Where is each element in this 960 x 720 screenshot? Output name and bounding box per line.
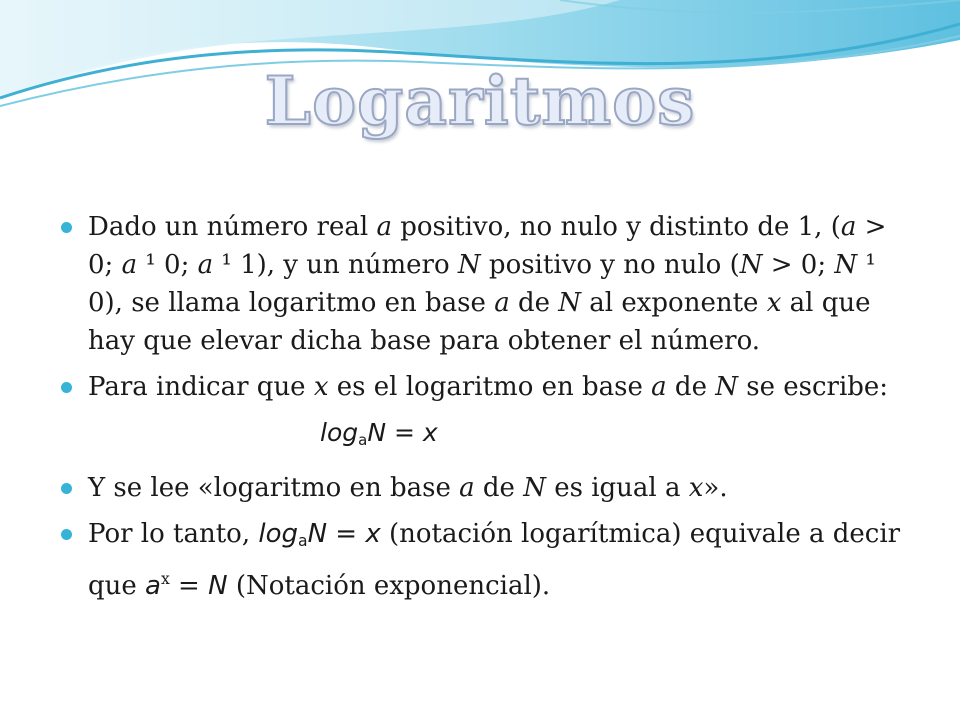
bullet-reading (58, 469, 918, 507)
var-a: a (651, 372, 667, 402)
text: ¹ 0), se llama logaritmo en base (88, 250, 876, 318)
var-x: x (313, 372, 329, 402)
var-n: N (715, 372, 738, 402)
text: ». (703, 473, 728, 503)
bullet-dot-icon (61, 222, 72, 233)
exponent-x: x (160, 570, 170, 588)
text: Por lo tanto, (88, 519, 259, 549)
text: ¹ 1), y un número (213, 250, 458, 280)
var-n: N (457, 250, 481, 280)
text: de (509, 288, 559, 318)
slide-content (58, 208, 918, 613)
var-a: a (376, 212, 392, 242)
text: al exponente (581, 288, 767, 318)
formula-log: log (258, 519, 298, 549)
var-x: x (688, 473, 704, 503)
text: de (666, 372, 716, 402)
text: de (474, 473, 524, 503)
var-n: N (834, 250, 858, 280)
text: > 0; (88, 212, 887, 280)
text: ¹ 0; (137, 250, 198, 280)
text: es el logaritmo en base (328, 372, 652, 402)
bullet-equivalence (58, 515, 918, 605)
text: es igual a (545, 473, 689, 503)
formula-log: log (320, 418, 359, 447)
text: (Notación exponencial). (227, 571, 551, 601)
var-x: x (766, 288, 782, 318)
text: positivo y no nulo ( (480, 250, 740, 280)
slide-title: Logaritmos (264, 62, 696, 140)
formula-base: a (298, 532, 308, 550)
text: = (169, 571, 209, 601)
text: Para indicar que (88, 372, 314, 402)
text: Y se lee «logaritmo en base (88, 473, 460, 503)
formula-rest: N = x (367, 418, 438, 447)
text: (notación logarítmica) equivale a decir que (88, 519, 901, 601)
text: al que hay que elevar dicha base para obtener el número. (88, 288, 871, 356)
log-formula (320, 414, 918, 459)
var-n: N (523, 473, 546, 503)
formula-base: a (358, 431, 368, 449)
bullet-definition (58, 208, 918, 360)
bullet-notation (58, 368, 918, 406)
var-a: a (494, 288, 510, 318)
var-a: a (459, 473, 475, 503)
var-a: a (145, 571, 161, 601)
text: se escribe: (737, 372, 889, 402)
var-a: a (840, 212, 857, 242)
var-a: a (197, 250, 214, 280)
inline-formula (258, 519, 380, 549)
bullet-dot-icon (61, 483, 72, 494)
var-n: N (739, 250, 763, 280)
bullet-dot-icon (61, 529, 72, 540)
bullet-dot-icon (61, 382, 72, 393)
var-a: a (121, 250, 138, 280)
text: > 0; (762, 250, 835, 280)
var-n: N (208, 571, 228, 601)
formula-rest: N = x (307, 519, 381, 549)
var-n: N (558, 288, 582, 318)
text: positivo, no nulo y distinto de 1, ( (391, 212, 841, 242)
text: Dado un número real (88, 212, 377, 242)
